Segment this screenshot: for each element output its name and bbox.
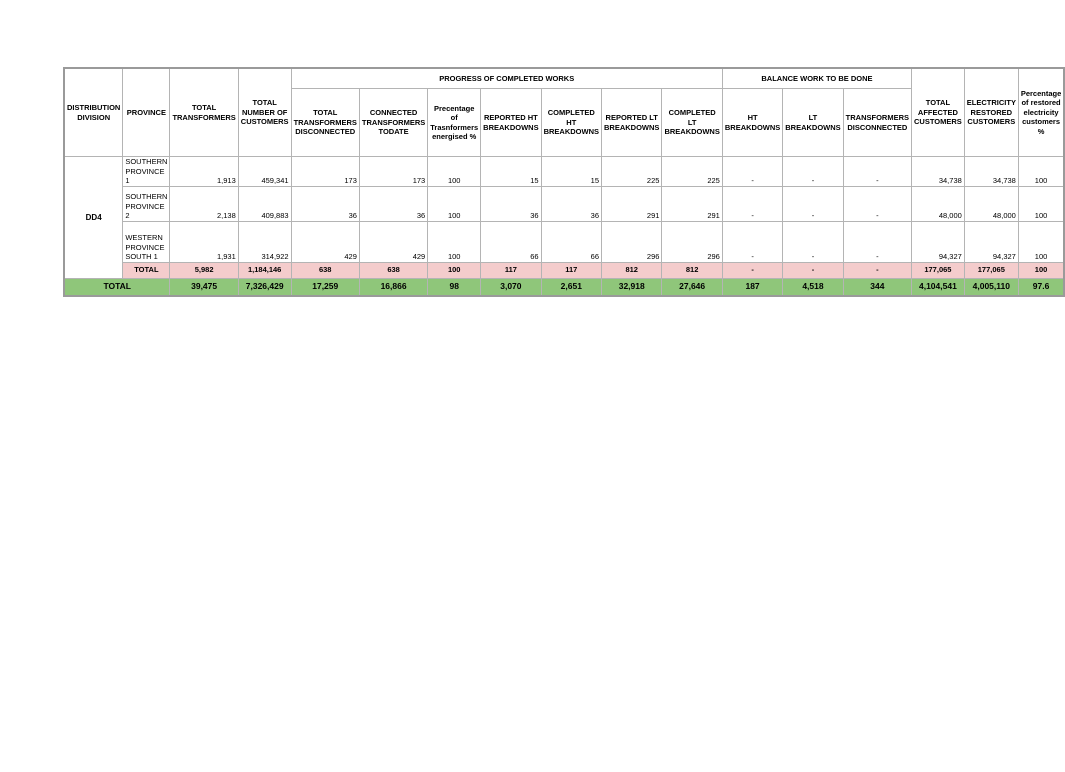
- transformers-disconnected-cell: 36: [291, 186, 359, 221]
- restored-customers-cell: 48,000: [964, 186, 1018, 221]
- total-transformers-cell: 1,931: [170, 221, 238, 262]
- reported-ht-cell: 15: [481, 157, 541, 187]
- ht-breakdowns-cell: -: [722, 221, 782, 262]
- total-transformers-cell: 1,913: [170, 157, 238, 187]
- col-header-reported-lt: REPORTED LT BREAKDOWNS: [602, 89, 662, 157]
- grand-total-pct-energised: 98: [428, 278, 481, 296]
- completed-ht-cell: 15: [541, 157, 601, 187]
- subtotal-row: [64, 262, 1064, 278]
- col-header-affected-customers: TOTAL AFFECTED CUSTOMERS: [912, 68, 965, 157]
- pct-energised-cell: 100: [428, 221, 481, 262]
- total-transformers-cell: 2,138: [170, 186, 238, 221]
- pct-energised-cell: 100: [428, 157, 481, 187]
- group-header-balance-work: BALANCE WORK TO BE DONE: [722, 68, 911, 89]
- province-cell: SOUTHERN PROVINCE 1: [123, 157, 170, 187]
- grand-total-lt-breakdowns: 4,518: [783, 278, 843, 296]
- col-header-division: DISTRIBUTION DIVISION: [64, 68, 123, 157]
- subtotal-reported-lt: 812: [602, 262, 662, 278]
- grand-total-transformers-disconnected: 17,259: [291, 278, 359, 296]
- division-cell: DD4: [64, 157, 123, 279]
- transformers-disconnected-balance-cell: -: [843, 157, 911, 187]
- transformers-connected-cell: 429: [359, 221, 427, 262]
- pct-energised-cell: 100: [428, 186, 481, 221]
- grand-total-reported-lt: 32,918: [602, 278, 662, 296]
- transformers-disconnected-cell: 429: [291, 221, 359, 262]
- col-header-transformers-disconnected: TOTAL TRANSFORMERS DISCONNECTED: [291, 89, 359, 157]
- subtotal-pct-restored: 100: [1018, 262, 1064, 278]
- table-row: [64, 157, 1064, 187]
- subtotal-restored-customers: 177,065: [964, 262, 1018, 278]
- total-customers-cell: 314,922: [238, 221, 291, 262]
- transformers-connected-cell: 173: [359, 157, 427, 187]
- pct-restored-cell: 100: [1018, 186, 1064, 221]
- affected-customers-cell: 94,327: [912, 221, 965, 262]
- report-sheet: [63, 67, 1065, 297]
- completed-lt-cell: 296: [662, 221, 722, 262]
- reported-lt-cell: 225: [602, 157, 662, 187]
- col-header-reported-ht: REPORTED HT BREAKDOWNS: [481, 89, 541, 157]
- subtotal-completed-lt: 812: [662, 262, 722, 278]
- restored-customers-cell: 94,327: [964, 221, 1018, 262]
- transformers-disconnected-cell: 173: [291, 157, 359, 187]
- grand-total-customers: 7,326,429: [238, 278, 291, 296]
- subtotal-transformers-connected: 638: [359, 262, 427, 278]
- affected-customers-cell: 48,000: [912, 186, 965, 221]
- total-customers-cell: 409,883: [238, 186, 291, 221]
- reported-ht-cell: 66: [481, 221, 541, 262]
- transformers-disconnected-balance-cell: -: [843, 186, 911, 221]
- total-customers-cell: 459,341: [238, 157, 291, 187]
- completed-lt-cell: 291: [662, 186, 722, 221]
- grand-total-transformers-disconnected-balance: 344: [843, 278, 911, 296]
- reported-ht-cell: 36: [481, 186, 541, 221]
- grand-total-restored-customers: 4,005,110: [964, 278, 1018, 296]
- col-header-pct-restored: Percentage of restored electricity customers %: [1018, 68, 1064, 157]
- grand-total-affected-customers: 4,104,541: [912, 278, 965, 296]
- subtotal-label: TOTAL: [123, 262, 170, 278]
- restoration-progress-table: [63, 67, 1065, 297]
- ht-breakdowns-cell: -: [722, 186, 782, 221]
- grand-total-completed-ht: 2,651: [541, 278, 601, 296]
- col-header-total-transformers: TOTAL TRANSFORMERS: [170, 68, 238, 157]
- subtotal-ht-breakdowns: -: [722, 262, 782, 278]
- grand-total-reported-ht: 3,070: [481, 278, 541, 296]
- subtotal-completed-ht: 117: [541, 262, 601, 278]
- completed-lt-cell: 225: [662, 157, 722, 187]
- transformers-connected-cell: 36: [359, 186, 427, 221]
- completed-ht-cell: 66: [541, 221, 601, 262]
- group-header-completed-works: PROGRESS OF COMPLETED WORKS: [291, 68, 722, 89]
- col-header-completed-lt: COMPLETED LT BREAKDOWNS: [662, 89, 722, 157]
- subtotal-total-transformers: 5,982: [170, 262, 238, 278]
- province-cell: WESTERN PROVINCE SOUTH 1: [123, 221, 170, 262]
- col-header-province: PROVINCE: [123, 68, 170, 157]
- completed-ht-cell: 36: [541, 186, 601, 221]
- col-header-lt-breakdowns: LT BREAKDOWNS: [783, 89, 843, 157]
- group-header-row: [64, 68, 1064, 89]
- grand-total-ht-breakdowns: 187: [722, 278, 782, 296]
- lt-breakdowns-cell: -: [783, 157, 843, 187]
- pct-restored-cell: 100: [1018, 157, 1064, 187]
- subtotal-lt-breakdowns: -: [783, 262, 843, 278]
- lt-breakdowns-cell: -: [783, 186, 843, 221]
- grand-total-row: [64, 278, 1064, 296]
- pct-restored-cell: 100: [1018, 221, 1064, 262]
- subtotal-transformers-disconnected-balance: -: [843, 262, 911, 278]
- transformers-disconnected-balance-cell: -: [843, 221, 911, 262]
- restored-customers-cell: 34,738: [964, 157, 1018, 187]
- subtotal-pct-energised: 100: [428, 262, 481, 278]
- table-row: [64, 186, 1064, 221]
- table-row: [64, 221, 1064, 262]
- col-header-restored-customers: ELECTRICITY RESTORED CUSTOMERS: [964, 68, 1018, 157]
- reported-lt-cell: 291: [602, 186, 662, 221]
- grand-total-transformers-connected: 16,866: [359, 278, 427, 296]
- col-header-completed-ht: COMPLETED HT BREAKDOWNS: [541, 89, 601, 157]
- grand-total-transformers: 39,475: [170, 278, 238, 296]
- subtotal-affected-customers: 177,065: [912, 262, 965, 278]
- grand-total-completed-lt: 27,646: [662, 278, 722, 296]
- col-header-pct-energised: Precentage of Trasnformers energised %: [428, 89, 481, 157]
- reported-lt-cell: 296: [602, 221, 662, 262]
- col-header-ht-breakdowns: HT BREAKDOWNS: [722, 89, 782, 157]
- subtotal-reported-ht: 117: [481, 262, 541, 278]
- subtotal-transformers-disconnected: 638: [291, 262, 359, 278]
- col-header-transformers-disconnected-balance: TRANSFORMERS DISCONNECTED: [843, 89, 911, 157]
- ht-breakdowns-cell: -: [722, 157, 782, 187]
- grand-total-label: TOTAL: [64, 278, 170, 296]
- grand-total-pct-restored: 97.6: [1018, 278, 1064, 296]
- subtotal-total-customers: 1,184,146: [238, 262, 291, 278]
- province-cell: SOUTHERN PROVINCE 2: [123, 186, 170, 221]
- col-header-transformers-connected: CONNECTED TRANSFORMERS TODATE: [359, 89, 427, 157]
- lt-breakdowns-cell: -: [783, 221, 843, 262]
- col-header-total-customers: TOTAL NUMBER OF CUSTOMERS: [238, 68, 291, 157]
- affected-customers-cell: 34,738: [912, 157, 965, 187]
